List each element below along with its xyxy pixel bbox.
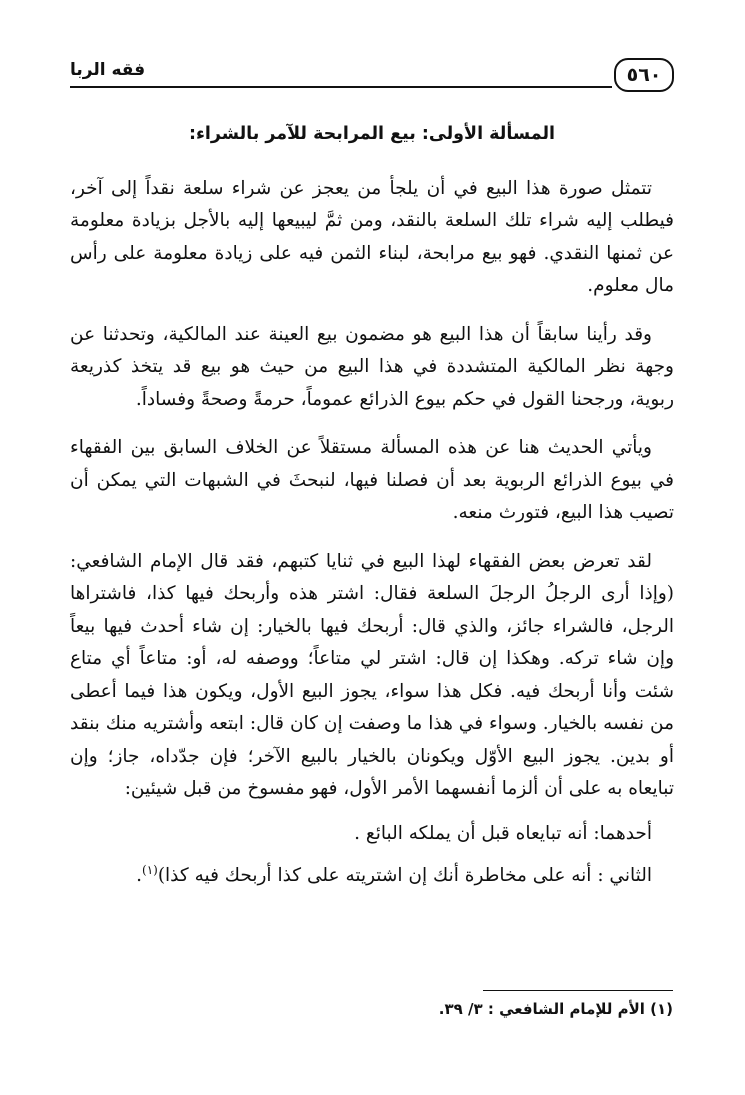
paragraph-2: وقد رأينا سابقاً أن هذا البيع هو مضمون بيع العينة عند المالكية، وتحدثنا عن وجهة نظر المالكية المتشددة في هذا البيع من حيث هو بيع قد يتخذ كذريعة ربوية، ورجحنا القول في حكم بيوع الذرائع عموماً، حرمةً وصحةً وفساداً.	[70, 323, 674, 410]
paragraph-3: ويأتي الحديث هنا عن هذه المسألة مستقلاً عن الخلاف السابق بين الفقهاء في بيوع الذرائع الربوية بعد أن فصلنا فيها، لنبحثَ في الشبهات التي يمكن أن تصيب هذا البيع، فتورث منعه.	[70, 437, 674, 523]
list-item-first: أحدهما: أنه تبايعاه قبل أن يملكه البائع .	[354, 822, 652, 844]
footnote-marker[interactable]: (١)	[142, 862, 158, 877]
header-rule	[70, 86, 612, 88]
footnote: (١) الأم للإمام الشافعي : ٣/ ٣٩.	[438, 1000, 673, 1018]
running-head: فقه الربا	[70, 60, 146, 80]
page-content	[70, 118, 674, 903]
footnote-rule	[483, 990, 673, 991]
paragraph-4-quote: لقد تعرض بعض الفقهاء لهذا البيع في ثنايا كتبهم، فقد قال الإمام الشافعي: (وإذا أرى الرجلُ الرجلَ السلعة فقال: اشتر هذه وأربحك فيها كذا، فاشتراها الرجل، فالشراء جائز، والذي قال: أربحك فيها بالخيار: إن شاء أحدث فيها بيعاً وإن شاء تركه. وهكذا إن قال: اشتر لي متاعاً؛ ووصفه له، أو: متاعاً أي متاع شئت وأنا أربحك فيه. فكل هذا سواء، يجوز البيع الأول، ويكون هذا فيما أعطى من نفسه بالخيار. وسواء في هذا ما وصفت إن كان قال: ابتعه وأشتريه منك بنقد أو بدين. يجوز البيع الأوّل ويكونان بالخيار بالبيع الآخر؛ فإن جدّداه، جاز؛ وإن تبايعاه به على أن ألزما أنفسهما الأمر الأول، فهو مفسوخ من قبل شيئين:	[70, 550, 674, 799]
page-header	[70, 58, 674, 92]
section-title: المسألة الأولى: بيع المرابحة للآمر بالشراء:	[188, 124, 556, 144]
paragraph-1: تتمثل صورة هذا البيع في أن يلجأ من يعجز عن شراء سلعة نقداً إلى آخر، فيطلب إليه شراء تلك السلعة بالنقد، ومن ثمَّ ليبيعها إليه بالأجل بزيادة معلومة عن ثمنها النقدي. فهو بيع مرابحة، لبناء الثمن فيه على زيادة معلومة على رأس مال معلوم.	[70, 177, 674, 296]
list-item-second-text: الثاني : أنه على مخاطرة أنك إن اشتريته على كذا أربحك فيه كذا)	[157, 865, 652, 886]
list-item-second: الثاني : أنه على مخاطرة أنك إن اشتريته على كذا أربحك فيه كذا)$^{(١)}$.	[136, 862, 652, 886]
page-number: ٥٦٠	[614, 58, 674, 92]
